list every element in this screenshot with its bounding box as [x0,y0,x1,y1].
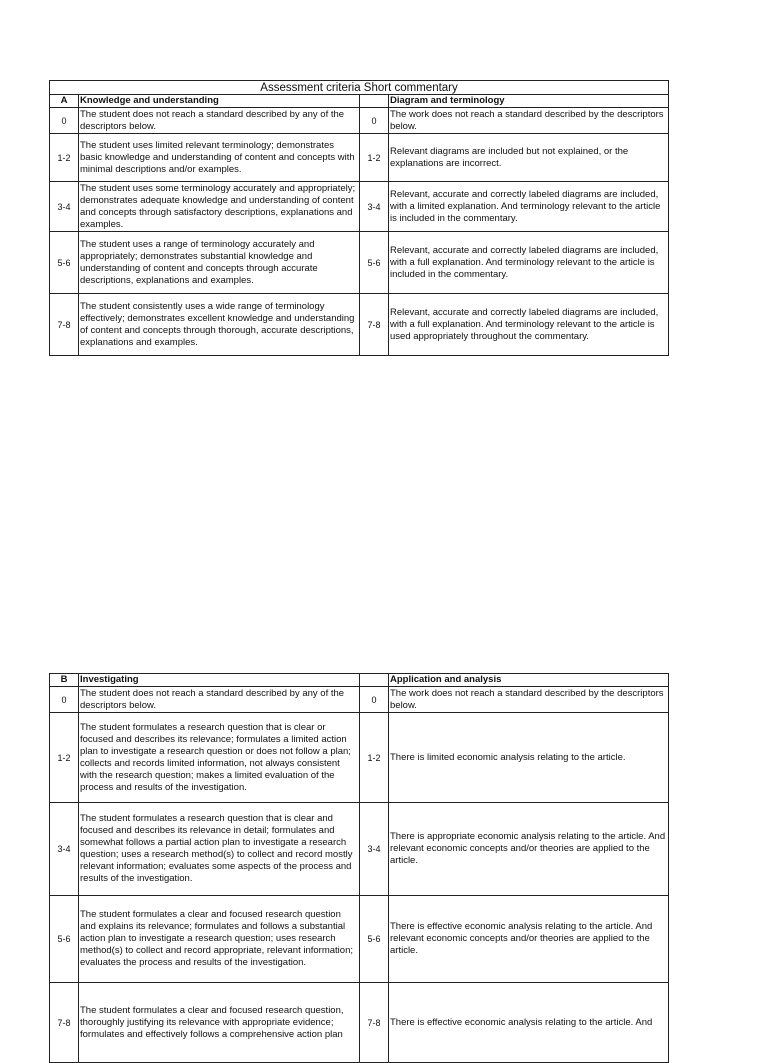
score-cell: 7-8 [360,983,389,1063]
score-cell: 5-6 [360,896,389,983]
score-cell: 3-4 [50,182,79,232]
header-row [50,95,669,108]
descriptor-cell: The student consistently uses a wide range of terminology effectively; demonstrates excellent knowledge and understanding of content and concepts through thorough, accurate descriptions, explanations and examples. [79,294,360,356]
empty-cell [360,95,389,108]
table-title-row [50,81,669,95]
table-row [50,983,669,1063]
table-title: Assessment criteria Short commentary [50,81,669,95]
score-cell: 5-6 [360,232,389,294]
descriptor-cell: Relevant diagrams are included but not explained, or the explanations are incorrect. [389,134,669,182]
score-cell: 0 [360,108,389,134]
descriptor-cell: The work does not reach a standard described by the descriptors below. [389,687,669,713]
table-row [50,232,669,294]
score-cell: 1-2 [50,713,79,803]
assessment-table-b [49,673,669,1063]
score-cell: 0 [50,687,79,713]
score-cell: 3-4 [360,182,389,232]
descriptor-cell: The student does not reach a standard described by any of the descriptors below. [79,687,360,713]
right-criterion-heading: Diagram and terminology [389,95,669,108]
score-cell: 0 [50,108,79,134]
descriptor-cell: The student formulates a clear and focused research question and explains its relevance; formulates and follows a substantial action plan to investigate a research question; uses research method(s) to collect and record appropriate, relevant information; evaluates the process and results of the investigation. [79,896,360,983]
descriptor-cell: There is limited economic analysis relating to the article. [389,713,669,803]
criterion-letter: A [50,95,79,108]
descriptor-cell: The student uses a range of terminology accurately and appropriately; demonstrates substantial knowledge and understanding of content and concepts through accurate descriptions, explanations and examples. [79,232,360,294]
table-row [50,134,669,182]
descriptor-cell: The student formulates a clear and focused research question, thoroughly justifying its relevance with appropriate evidence; formulates and effectively follows a comprehensive action plan [79,983,360,1063]
criterion-letter: B [50,674,79,687]
score-cell: 1-2 [360,134,389,182]
descriptor-cell: There is appropriate economic analysis relating to the article. And relevant economic concepts and/or theories are applied to the article. [389,803,669,896]
score-cell: 7-8 [360,294,389,356]
score-cell: 7-8 [50,983,79,1063]
right-criterion-heading: Application and analysis [389,674,669,687]
score-cell: 5-6 [50,896,79,983]
descriptor-cell: The work does not reach a standard described by the descriptors below. [389,108,669,134]
table-row [50,896,669,983]
left-criterion-heading: Knowledge and understanding [79,95,360,108]
descriptor-cell: The student uses some terminology accurately and appropriately; demonstrates adequate knowledge and understanding of content and concepts through satisfactory descriptions, explanations and examples. [79,182,360,232]
descriptor-cell: There is effective economic analysis relating to the article. And relevant economic concepts and/or theories are applied to the article. [389,896,669,983]
left-criterion-heading: Investigating [79,674,360,687]
descriptor-cell: The student formulates a research question that is clear and focused and describes its relevance in detail; formulates and somewhat follows a partial action plan to investigate a research question; uses a research method(s) to collect and record mostly relevant information; evaluates some aspects of the process and results of the investigation. [79,803,360,896]
table-row [50,687,669,713]
descriptor-cell: Relevant, accurate and correctly labeled diagrams are included, with a full explanation. And terminology relevant to the article is included in the commentary. [389,232,669,294]
score-cell: 0 [360,687,389,713]
table-row [50,713,669,803]
assessment-table-a [49,80,669,356]
descriptor-cell: There is effective economic analysis relating to the article. And [389,983,669,1063]
score-cell: 5-6 [50,232,79,294]
table-row [50,108,669,134]
score-cell: 3-4 [360,803,389,896]
descriptor-cell: Relevant, accurate and correctly labeled diagrams are included, with a limited explanation. And terminology relevant to the article is included in the commentary. [389,182,669,232]
descriptor-cell: The student formulates a research question that is clear or focused and describes its relevance; formulates a limited action plan to investigate a research question or does not follow a plan; collects and records limited information, not always consistent with the research question; makes a limited evaluation of the process and results of the investigation. [79,713,360,803]
table-row [50,294,669,356]
descriptor-cell: The student does not reach a standard described by any of the descriptors below. [79,108,360,134]
score-cell: 1-2 [50,134,79,182]
score-cell: 3-4 [50,803,79,896]
score-cell: 7-8 [50,294,79,356]
descriptor-cell: Relevant, accurate and correctly labeled diagrams are included, with a full explanation. And terminology relevant to the article is used appropriately throughout the commentary. [389,294,669,356]
header-row [50,674,669,687]
score-cell: 1-2 [360,713,389,803]
descriptor-cell: The student uses limited relevant terminology; demonstrates basic knowledge and understanding of content and concepts with minimal descriptions and/or examples. [79,134,360,182]
empty-cell [360,674,389,687]
table-row [50,803,669,896]
table-row [50,182,669,232]
